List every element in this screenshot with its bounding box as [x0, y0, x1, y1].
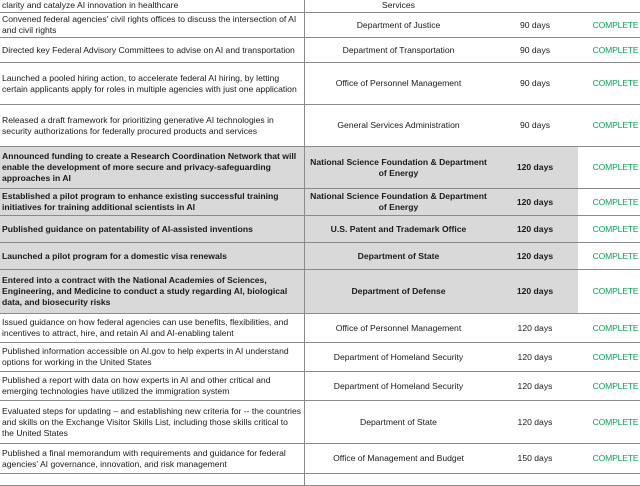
agency-cell: [305, 189, 493, 216]
status-cell-text: COMPLETE: [592, 322, 639, 333]
deadline-cell: [492, 243, 578, 270]
status-cell: [578, 105, 640, 147]
action-description-cell: [0, 444, 305, 474]
action-description-cell-text: clarity and catalyze AI innovation in healthcare: [2, 0, 179, 10]
deadline-cell: [492, 444, 578, 474]
status-cell: [578, 372, 640, 401]
deadline-cell-text: 120 days: [517, 380, 553, 391]
action-description-cell: [0, 38, 305, 63]
status-cell-text: COMPLETE: [592, 223, 639, 234]
agency-cell: [305, 0, 493, 13]
status-cell-text: COMPLETE: [592, 19, 639, 30]
status-cell-text: COMPLETE: [592, 44, 639, 55]
agency-cell-text: Department of Transportation: [342, 44, 455, 55]
status-cell: [578, 38, 640, 63]
action-description-cell-text: Directed key Federal Advisory Committees to advise on AI and transportation: [2, 44, 295, 55]
agency-cell-text: U.S. Patent and Trademark Office: [330, 223, 467, 234]
deadline-cell: [492, 401, 578, 444]
status-cell: [578, 314, 640, 343]
status-cell-text: COMPLETE: [592, 380, 639, 391]
action-description-cell: [0, 105, 305, 147]
agency-cell-text: Services: [382, 0, 415, 10]
table-row: [0, 189, 640, 216]
agency-cell: [305, 38, 493, 63]
deadline-cell: [492, 105, 578, 147]
agency-cell: [305, 314, 493, 343]
action-description-cell: [0, 13, 305, 38]
agency-cell: [305, 243, 493, 270]
deadline-cell-text: 150 days: [517, 453, 553, 463]
deadline-cell: [492, 270, 578, 314]
table-row: [0, 243, 640, 270]
action-description-cell-text: Published a final memorandum with requirements and guidance for federal agencies' AI governance, innovation, and risk management: [2, 447, 286, 469]
deadline-cell: [492, 13, 578, 38]
deadline-cell-text: 90 days: [519, 44, 551, 55]
status-cell: [578, 0, 640, 13]
action-description-cell-text: Issued guidance on how federal agencies can use benefits, flexibilities, and incentives to attract, hire, and retain AI and AI-enabling talent: [2, 317, 289, 338]
action-description-cell: [0, 372, 305, 401]
deadline-cell-text: 120 days: [516, 162, 554, 172]
action-description-cell: [0, 189, 305, 216]
agency-cell: [305, 372, 493, 401]
agency-cell-text: National Science Foundation & Department of Energy: [310, 156, 487, 178]
action-description-cell-text: Published a report with data on how experts in AI and other critical and emerging technologies have utilized the immigration system: [2, 375, 271, 396]
action-description-cell-text: Convened federal agencies' civil rights offices to discuss the intersection of AI and civil rights: [2, 14, 297, 35]
deadline-cell-text: 120 days: [516, 223, 554, 234]
action-description-cell: [0, 147, 305, 189]
table-row: [0, 147, 640, 189]
action-description-cell: [0, 216, 305, 243]
status-cell-text: COMPLETE: [592, 196, 639, 207]
action-description-cell-text: Launched a pooled hiring action, to accelerate federal AI hiring, by letting certain applicants apply for roles in multiple agencies with just one application: [2, 72, 297, 94]
agency-cell: [305, 13, 493, 38]
action-description-cell: [0, 270, 305, 314]
agency-cell: [305, 216, 493, 243]
deadline-cell: [492, 147, 578, 189]
deadline-cell-text: 90 days: [519, 19, 551, 30]
status-cell: [578, 343, 640, 372]
table-row: [0, 38, 640, 63]
action-description-cell-text: Published information accessible on AI.gov to help experts in AI understand options for working in the United States: [2, 346, 289, 367]
status-cell-text: COMPLETE: [592, 286, 639, 296]
agency-cell-text: Office of Management and Budget: [333, 453, 464, 463]
agency-cell-text: Office of Personnel Management: [335, 78, 462, 88]
table-row: [0, 372, 640, 401]
deadline-cell-text: 120 days: [516, 250, 554, 261]
action-description-cell: [0, 314, 305, 343]
table-row: [0, 444, 640, 474]
status-cell-text: COMPLETE: [592, 351, 639, 362]
table-row: [0, 105, 640, 147]
table-row: [0, 343, 640, 372]
deadline-cell: [492, 189, 578, 216]
table-row: [0, 0, 640, 13]
action-description-cell: [0, 401, 305, 444]
status-cell-text: COMPLETE: [592, 120, 639, 130]
action-description-cell-text: Entered into a contract with the National Academies of Sciences, Engineering, and Medicine to conduct a study regarding AI, biological data, and biosecurity risks: [2, 275, 288, 307]
agency-cell: [305, 444, 493, 474]
deadline-cell: [492, 343, 578, 372]
table-row: [0, 314, 640, 343]
action-description-cell-text: Published guidance on patentability of AI-assisted inventions: [2, 223, 253, 234]
status-cell: [578, 243, 640, 270]
deadline-cell-text: 120 days: [516, 196, 554, 207]
status-cell: [578, 189, 640, 216]
agency-cell: [305, 63, 493, 105]
action-description-cell: [0, 63, 305, 105]
deadline-cell-text: 120 days: [517, 351, 553, 362]
action-description-cell-text: Established a pilot program to enhance existing successful training initiatives for training additional scientists in AI: [2, 191, 279, 212]
status-cell-text: COMPLETE: [592, 250, 639, 261]
deadline-cell-text: 120 days: [517, 322, 553, 333]
agency-cell-text: Department of Justice: [356, 19, 441, 30]
agency-cell-text: Department of State: [357, 250, 440, 261]
table-row: [0, 216, 640, 243]
agency-cell: [305, 270, 493, 314]
agency-cell-text: Department of State: [360, 416, 437, 427]
status-cell-text: COMPLETE: [592, 453, 639, 463]
agency-cell-text: Department of Homeland Security: [333, 380, 464, 391]
status-cell: [578, 216, 640, 243]
table-row: [0, 401, 640, 444]
agency-cell: [305, 343, 493, 372]
action-description-cell: [0, 243, 305, 270]
deadline-cell-text: 90 days: [519, 78, 551, 88]
agency-cell: [305, 147, 493, 189]
deadline-cell-text: 120 days: [516, 286, 554, 296]
agency-cell-text: Office of Personnel Management: [335, 322, 462, 333]
status-cell: [578, 401, 640, 444]
action-description-cell: [0, 343, 305, 372]
action-description-cell-text: Announced funding to create a Research Coordination Network that will enable the development of more secure and privacy-safeguarding approaches in AI: [2, 151, 297, 183]
action-description-cell: [0, 0, 305, 13]
agency-cell-text: General Services Administration: [337, 120, 460, 130]
agency-cell-text: Department of Homeland Security: [333, 351, 464, 362]
action-description-cell-text: Launched a pilot program for a domestic visa renewals: [2, 250, 227, 261]
status-cell-text: COMPLETE: [592, 416, 639, 427]
deadline-cell: [492, 63, 578, 105]
action-description-cell-text: Evaluated steps for updating – and establishing new criteria for -- the countries and skills on the Exchange Visitor Skills List, including those skills critical to the United States: [2, 405, 302, 438]
deadline-cell: [492, 372, 578, 401]
agency-cell-text: Department of Defense: [351, 286, 446, 296]
status-cell: [578, 270, 640, 314]
deadline-cell: [492, 38, 578, 63]
status-cell: [578, 444, 640, 474]
deadline-cell: [492, 314, 578, 343]
status-cell-text: COMPLETE: [592, 78, 639, 88]
status-cell: [578, 13, 640, 38]
action-description-cell-text: Released a draft framework for prioritizing generative AI technologies in security authorizations for federally procured products and services: [2, 114, 274, 136]
status-cell: [578, 147, 640, 189]
deadline-cell: [492, 216, 578, 243]
deadline-cell: [492, 0, 578, 13]
deadline-cell-text: 120 days: [517, 416, 553, 427]
table-row: [0, 270, 640, 314]
table-row: [0, 63, 640, 105]
deadline-cell-text: 90 days: [519, 120, 551, 130]
table-row: [0, 13, 640, 38]
agency-cell-text: National Science Foundation & Department of Energy: [310, 191, 487, 212]
status-cell-text: COMPLETE: [592, 162, 639, 172]
agency-cell: [305, 105, 493, 147]
agency-cell: [305, 401, 493, 444]
status-cell: [578, 63, 640, 105]
